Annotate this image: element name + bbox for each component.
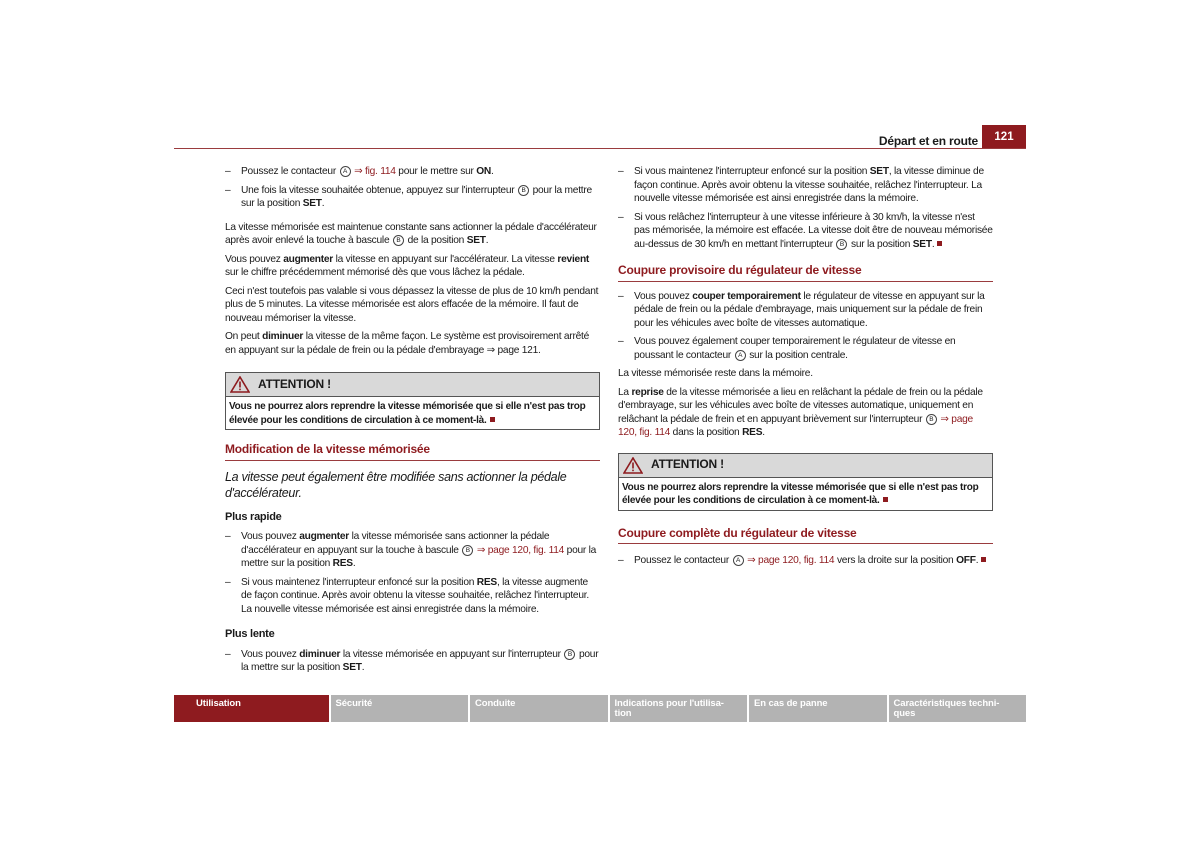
paragraph: On peut diminuer la vitesse de la même façon. Le système est provisoirement arrêté en appuyant sur la pédale de frein ou la pédale d'embrayage ⇒ page 121. xyxy=(225,331,590,356)
attention-title: ATTENTION ! xyxy=(258,376,331,391)
page-number: 121 xyxy=(982,125,1026,149)
dash-bullet: – xyxy=(618,555,624,566)
cross-reference-link[interactable]: ⇒ page 120, fig. 114 xyxy=(618,413,973,438)
control-a-icon: A xyxy=(733,555,744,566)
control-a-icon: A xyxy=(340,166,351,177)
nav-tab-securite[interactable]: Sécurité xyxy=(331,695,469,722)
control-b-icon: B xyxy=(462,545,473,556)
chapter-nav xyxy=(174,695,1026,722)
list-item: – Vous pouvez couper temporairement le régulateur de vitesse en appuyant sur la pédale de frein ou la pédale d'embrayage, mais uniquement sur la pédale de frein pour les véhicules avec boîte de vitesses automatique. xyxy=(618,290,985,329)
dash-bullet: – xyxy=(618,211,624,223)
list-item: – Vous pouvez augmenter la vitesse mémorisée sans actionner la pédale d'accélérateur en appuyant sur la touche à bascule B ⇒ page 120, fig. 114 pour la mettre sur la position RES. xyxy=(225,531,597,569)
dash-bullet: – xyxy=(618,290,624,302)
dash-bullet: – xyxy=(618,336,624,347)
right-column xyxy=(618,165,993,573)
cross-reference-link[interactable]: ⇒ page 120, fig. 114 xyxy=(747,555,835,566)
end-square-icon xyxy=(490,417,495,422)
dash-bullet: – xyxy=(225,576,231,588)
dash-bullet: – xyxy=(225,184,231,196)
control-b-icon: B xyxy=(926,414,937,425)
header-title: Départ et en route xyxy=(878,134,978,148)
paragraph: Ceci n'est toutefois pas valable si vous dépassez la vitesse de plus de 10 km/h pendant plus de 5 minutes. La vitesse mémorisée est alors effacée de la mémoire. Il faut de nouveau mémoriser la vitesse. xyxy=(225,285,599,324)
attention-text: Vous ne pourrez alors reprendre la vitesse mémorisée que si elle n'est pas trop élevée pour les conditions de circulation à ce moment-là. xyxy=(622,481,979,506)
list-item: – Poussez le contacteur A ⇒ page 120, fig. 114 vers la droite sur la position OFF. xyxy=(618,554,993,568)
dash-bullet: – xyxy=(225,531,231,542)
list-item: – Vous pouvez diminuer la vitesse mémorisée en appuyant sur l'interrupteur B pour la mettre sur la position SET. xyxy=(225,648,599,673)
warning-triangle-icon xyxy=(230,376,250,393)
header-rule xyxy=(174,148,1026,149)
nav-tab-utilisation[interactable]: Utilisation xyxy=(174,695,329,722)
list-item: – Poussez le contacteur A ⇒ fig. 114 pour le mettre sur ON. xyxy=(225,166,494,177)
warning-triangle-icon xyxy=(623,457,643,474)
list-item: – Si vous maintenez l'interrupteur enfoncé sur la position RES, la vitesse augmente de façon continue. Après avoir obtenu la vitesse souhaitée, relâchez l'interrupteur. La nouvelle vitesse mémorisée est ainsi enregistrée dans la mémoire. xyxy=(225,576,589,615)
end-square-icon xyxy=(981,557,986,562)
nav-tab-indications[interactable]: Indications pour l'utilisa- tion xyxy=(610,695,748,722)
control-b-icon: B xyxy=(518,185,529,196)
attention-box xyxy=(618,453,993,511)
end-square-icon xyxy=(937,241,942,246)
cross-reference-link[interactable]: ⇒ page 120, fig. 114 xyxy=(476,544,565,556)
list-item: – Une fois la vitesse souhaitée obtenue, appuyez sur l'interrupteur B pour la mettre sur la position SET. xyxy=(225,184,592,209)
attention-title: ATTENTION ! xyxy=(651,457,724,472)
attention-header xyxy=(619,454,992,478)
subheading-faster: Plus rapide xyxy=(225,510,282,523)
attention-header xyxy=(226,373,599,397)
paragraph: La reprise de la vitesse mémorisée a lieu en relâchant la pédale de frein ou la pédale d'embrayage, sur les véhicules avec boîte de vitesses automatique, uniquement en relâchant la pédale de frein et en appuyant brièvement sur l'interrupteur B ⇒ page 120, fig. 114 dans la position RES. xyxy=(618,386,983,438)
list-item: – Si vous relâchez l'interrupteur à une vitesse inférieure à 30 km/h, la vitesse n'est pas mémorisée, la mémoire est effacée. La vitesse doit être de nouveau mémorisée au-dessus de 30 km/h en mettant l'interrupteur B sur la position SET. xyxy=(618,211,993,250)
nav-tab-caracteristiques[interactable]: Caractéristiques techni- ques xyxy=(889,695,1027,722)
dash-bullet: – xyxy=(225,648,231,660)
attention-box xyxy=(225,372,600,430)
paragraph: Vous pouvez augmenter la vitesse en appuyant sur l'accélérateur. La vitesse revient sur le chiffre précédemment mémorisé dès que vous lâchez la pédale. xyxy=(225,253,590,278)
nav-tab-conduite[interactable]: Conduite xyxy=(470,695,608,722)
dash-bullet: – xyxy=(225,166,231,177)
section-intro: La vitesse peut également être modifiée sans actionner la pédale d'accélérateur. xyxy=(225,469,567,500)
list-item: – Vous pouvez également couper temporairement le régulateur de vitesse en poussant le contacteur A sur la position centrale. xyxy=(618,336,956,361)
subheading-slower: Plus lente xyxy=(225,628,275,640)
cross-reference-link[interactable]: ⇒ fig. 114 xyxy=(354,166,396,177)
left-column xyxy=(225,165,600,680)
attention-text: Vous ne pourrez alors reprendre la vitesse mémorisée que si elle n'est pas trop élevée pour les conditions de circulation à ce moment-là. xyxy=(229,401,586,426)
control-a-icon: A xyxy=(735,350,746,361)
control-b-icon: B xyxy=(393,235,404,246)
section-heading: Coupure complète du régulateur de vitesse xyxy=(618,527,993,545)
section-heading: Modification de la vitesse mémorisée xyxy=(225,443,600,461)
dash-bullet: – xyxy=(618,166,624,177)
list-item: – Si vous maintenez l'interrupteur enfoncé sur la position SET, la vitesse diminue de façon continue. Après avoir obtenu la vitesse souhaitée, relâchez l'interrupteur. La nouvelle vitesse mémorisée est ainsi enregistrée dans la mémoire. xyxy=(618,166,984,204)
end-square-icon xyxy=(883,497,888,502)
nav-tab-en-cas-de-panne[interactable]: En cas de panne xyxy=(749,695,887,722)
control-b-icon: B xyxy=(836,239,847,250)
paragraph: La vitesse mémorisée reste dans la mémoire. xyxy=(618,368,813,379)
paragraph: La vitesse mémorisée est maintenue constante sans actionner la pédale d'accélérateur après avoir enlevé la touche à bascule B de la position SET. xyxy=(225,221,597,246)
control-b-icon: B xyxy=(564,649,575,660)
section-heading: Coupure provisoire du régulateur de vitesse xyxy=(618,264,993,282)
